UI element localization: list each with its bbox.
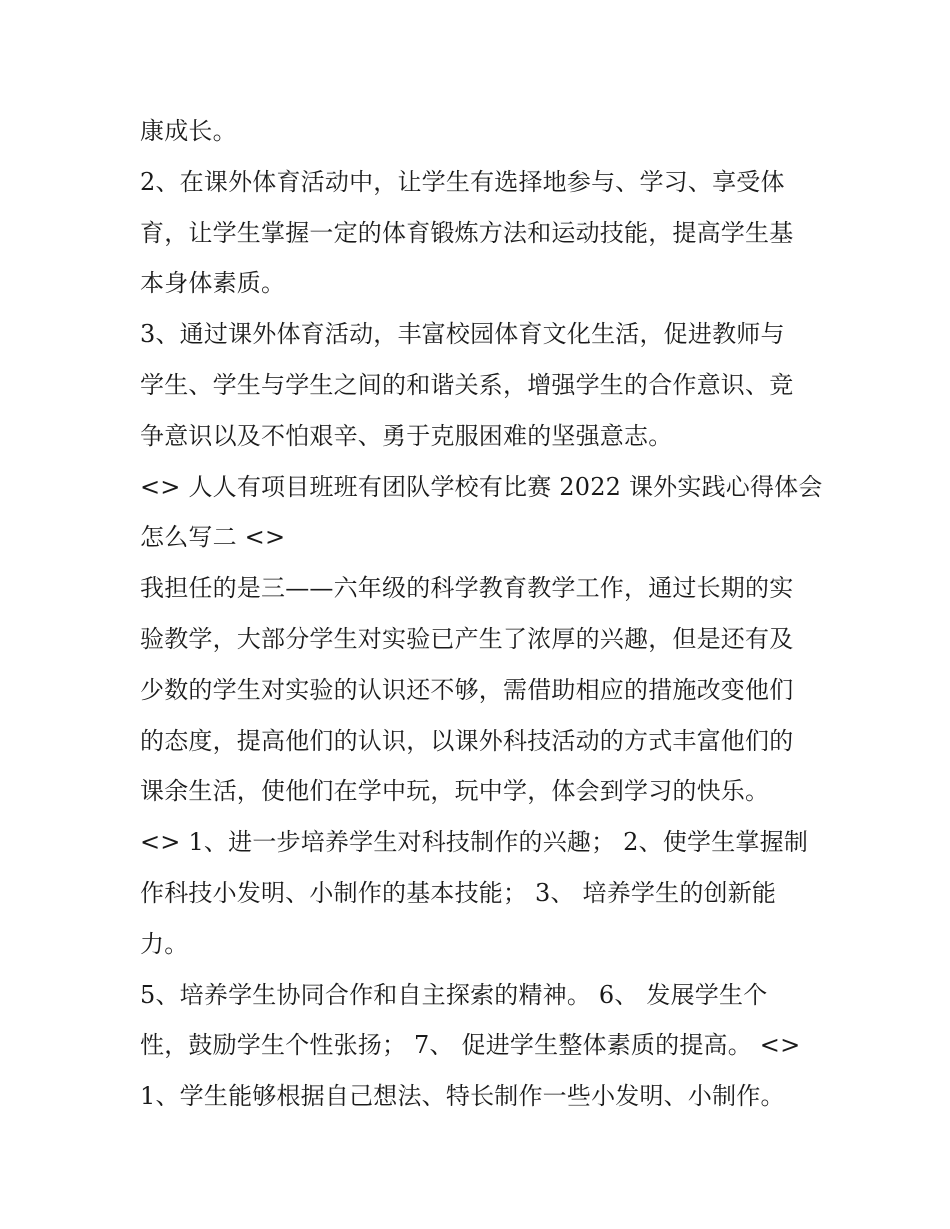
- text-line: <> 1、进一步培养学生对科技制作的兴趣； 2、使学生掌握制: [140, 828, 809, 857]
- text-line: 我担任的是三——六年级的科学教育教学工作，通过长期的实: [140, 574, 794, 603]
- text-line: 力。: [140, 929, 189, 958]
- text-line: 性，鼓励学生个性张扬； 7、 促进学生整体素质的提高。 <>: [140, 1031, 801, 1060]
- text-line: 康成长。: [140, 117, 237, 145]
- text-line: 2、在课外体育活动中，让学生有选择地参与、学习、享受体: [140, 167, 785, 196]
- text-line: 争意识以及不怕艰辛、勇于克服困难的坚强意志。: [140, 421, 673, 450]
- section-heading-line: <> 人人有项目班班有团队学校有比赛 2022 课外实践心得体会: [140, 472, 823, 501]
- text-line: 的态度，提高他们的认识，以课外科技活动的方式丰富他们的: [140, 726, 794, 755]
- text-line: 5、培养学生协同合作和自主探索的精神。 6、 发展学生个: [140, 980, 768, 1009]
- section-heading-line: 怎么写二 <>: [140, 523, 286, 552]
- text-line: 作科技小发明、小制作的基本技能； 3、 培养学生的创新能: [140, 878, 777, 907]
- text-line: 验教学，大部分学生对实验已产生了浓厚的兴趣，但是还有及: [140, 624, 794, 653]
- text-line: 3、通过课外体育活动，丰富校园体育文化生活，促进教师与: [140, 320, 785, 349]
- text-line: 1、学生能够根据自己想法、特长制作一些小发明、小制作。: [140, 1082, 785, 1111]
- text-line: 本身体素质。: [140, 269, 286, 298]
- document-body: [140, 106, 830, 1122]
- text-line: 学生、学生与学生之间的和谐关系，增强学生的合作意识、竞: [140, 370, 794, 399]
- text-line: 少数的学生对实验的认识还不够，需借助相应的措施改变他们: [140, 675, 794, 704]
- text-line: 育，让学生掌握一定的体育锻炼方法和运动技能，提高学生基: [140, 218, 794, 247]
- text-line: 课余生活，使他们在学中玩，玩中学，体会到学习的快乐。: [140, 777, 770, 806]
